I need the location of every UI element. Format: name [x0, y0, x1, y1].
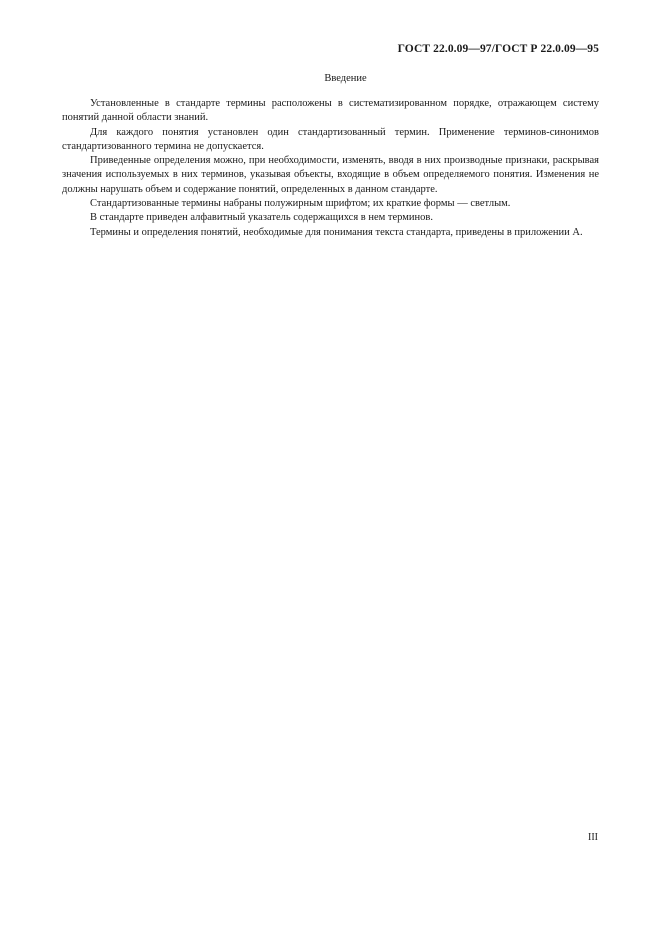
document-code-header: ГОСТ 22.0.09—97/ГОСТ Р 22.0.09—95	[397, 43, 599, 55]
paragraph: Термины и определения понятий, необходимые для понимания текста стандарта, приведены в приложении А.	[90, 226, 583, 238]
introduction-body	[62, 97, 599, 240]
paragraph: Для каждого понятия установлен один стандартизованный термин. Применение терминов-синонимов стандартизованного термина не допускается.	[62, 126, 599, 152]
paragraph: Стандартизованные термины набраны полужирным шрифтом; их краткие формы — светлым.	[90, 198, 511, 210]
paragraph: Установленные в стандарте термины расположены в систематизированном порядке, отражающем систему понятий данной области знаний.	[62, 98, 599, 124]
paragraph: В стандарте приведен алфавитный указатель содержащихся в нем терминов.	[90, 212, 433, 224]
page-number: III	[588, 832, 598, 843]
paragraph: Приведенные определения можно, при необходимости, изменять, вводя в них производные признаки, раскрывая значения используемых в них терминов, указывая объекты, входящие в объем определяемого понятия. Изменения не должны нарушать объем и содержание понятий, определенных в данном стандарте.	[62, 155, 599, 195]
section-title: Введение	[324, 73, 367, 84]
